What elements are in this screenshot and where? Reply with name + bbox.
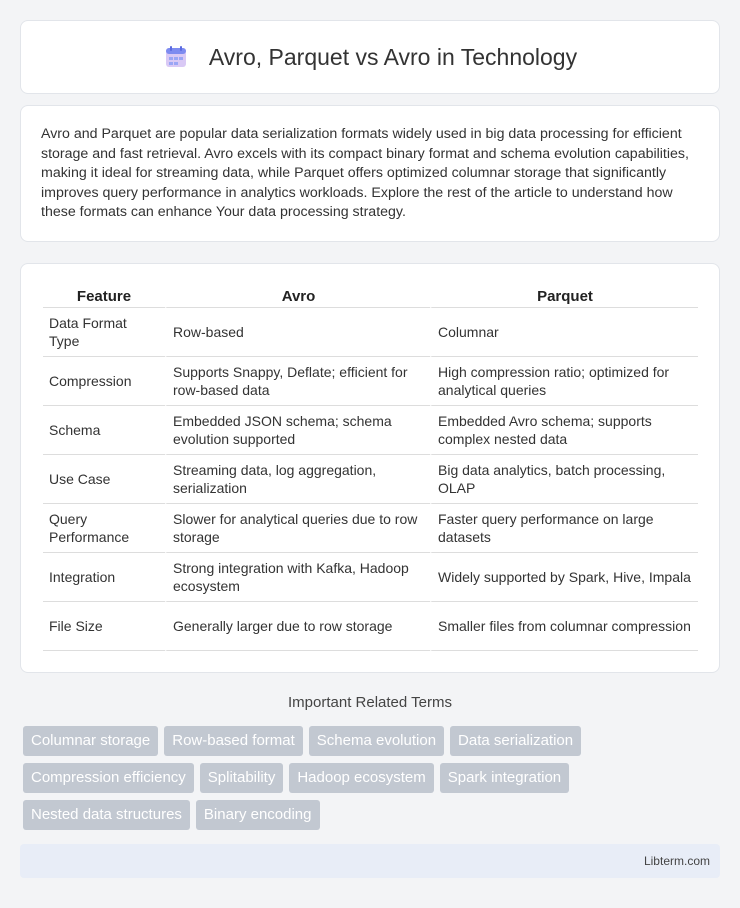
tag-schema-evolution[interactable]: Schema evolution [309, 726, 444, 756]
avro-cell: Generally larger due to row storage [165, 602, 430, 651]
table-row [43, 455, 698, 504]
parquet-cell: Smaller files from columnar compression [430, 602, 698, 651]
calendar-icon [163, 44, 189, 70]
parquet-cell: Faster query performance on large datasets [430, 504, 698, 553]
footer [20, 844, 720, 878]
tag-compression-efficiency[interactable]: Compression efficiency [23, 763, 194, 793]
parquet-cell: High compression ratio; optimized for analytical queries [430, 357, 698, 406]
comparison-table-card [20, 263, 720, 673]
tag-row [23, 726, 723, 756]
feature-cell: Integration [43, 553, 165, 602]
footer-site-link[interactable]: Libterm.com [643, 854, 710, 868]
parquet-cell: Columnar [430, 308, 698, 357]
avro-cell: Slower for analytical queries due to row storage [165, 504, 430, 553]
table-row [43, 308, 698, 357]
parquet-cell: Big data analytics, batch processing, OLAP [430, 455, 698, 504]
tag-splitability[interactable]: Splitability [200, 763, 284, 793]
header-avro: Avro [165, 284, 430, 308]
parquet-cell: Widely supported by Spark, Hive, Impala [430, 553, 698, 602]
avro-cell: Row-based [165, 308, 430, 357]
tag-binary-encoding[interactable]: Binary encoding [196, 800, 320, 830]
avro-cell: Embedded JSON schema; schema evolution supported [165, 406, 430, 455]
tag-row-based-format[interactable]: Row-based format [164, 726, 303, 756]
feature-cell: Compression [43, 357, 165, 406]
header-card [20, 20, 720, 94]
parquet-cell: Embedded Avro schema; supports complex nested data [430, 406, 698, 455]
feature-cell: File Size [43, 602, 165, 651]
intro-card [20, 105, 720, 242]
table-row [43, 553, 698, 602]
table-row [43, 406, 698, 455]
table-row [43, 504, 698, 553]
feature-cell: Schema [43, 406, 165, 455]
comparison-table [43, 284, 698, 651]
tag-row [23, 800, 723, 830]
table-header-row [43, 284, 698, 308]
related-terms-list [23, 726, 723, 837]
related-terms-title: Important Related Terms [288, 694, 452, 711]
table-row [43, 357, 698, 406]
tag-hadoop-ecosystem[interactable]: Hadoop ecosystem [289, 763, 433, 793]
tag-row [23, 763, 723, 793]
tag-nested-data-structures[interactable]: Nested data structures [23, 800, 190, 830]
page-title: Avro, Parquet vs Avro in Technology [208, 43, 578, 70]
feature-cell: Use Case [43, 455, 165, 504]
feature-cell: Query Performance [43, 504, 165, 553]
avro-cell: Streaming data, log aggregation, serialization [165, 455, 430, 504]
header-feature: Feature [43, 284, 165, 308]
header-parquet: Parquet [430, 284, 698, 308]
tag-spark-integration[interactable]: Spark integration [440, 763, 569, 793]
feature-cell: Data Format Type [43, 308, 165, 357]
intro-text: Avro and Parquet are popular data serialization formats widely used in big data processing for efficient storage and fast retrieval. Avro excels with its compact binary format and schema evolution capabilities, making it ideal for streaming data, while Parquet offers optimized columnar storage that significantly improves query performance in analytics workloads. Explore the rest of the article to understand how these formats can enhance Your data processing strategy. [41, 126, 689, 221]
avro-cell: Supports Snappy, Deflate; efficient for row-based data [165, 357, 430, 406]
avro-cell: Strong integration with Kafka, Hadoop ecosystem [165, 553, 430, 602]
tag-columnar-storage[interactable]: Columnar storage [23, 726, 158, 756]
table-row [43, 602, 698, 651]
tag-data-serialization[interactable]: Data serialization [450, 726, 581, 756]
